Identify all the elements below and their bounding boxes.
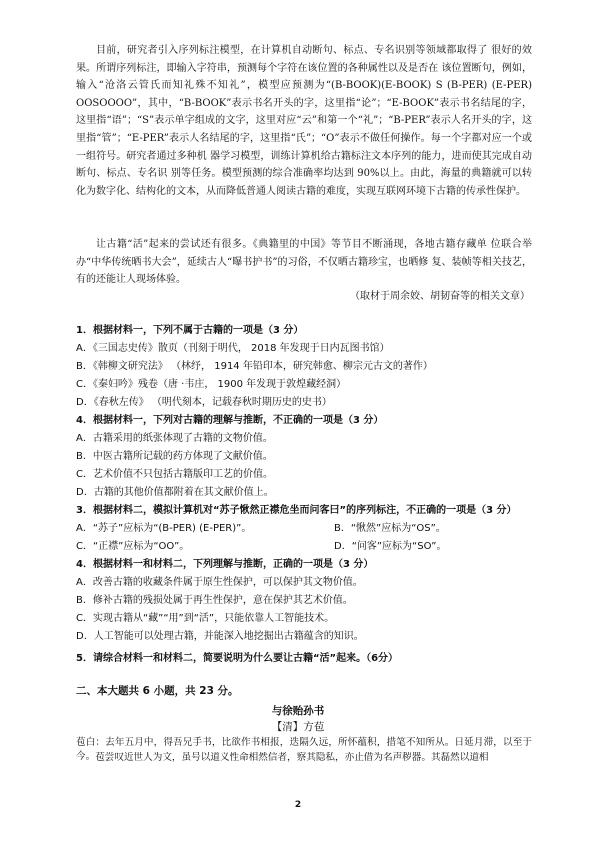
question-3-option-b: B．“愀然”应标为“OS”。 [334, 523, 446, 534]
passage-title: 与徐贻孙书 [271, 705, 325, 717]
question-1-option-b: B．《韩柳文研究法》 （林纾， 1914 年铅印本，研究韩愈、柳宗元古文的著作） [76, 361, 433, 372]
question-4-option-c: C．实现古籍从“藏”“用”到“活”，只能依靠人工智能技术。 [76, 613, 335, 624]
page-number: 2 [294, 800, 302, 810]
question-2-option-d: D．古籍的其他价值都附着在其文献价值上。 [76, 487, 274, 498]
material-paragraph-1: 目前，研究者引入序列标注模型，在计算机自动断句、标点、专名识别等领域都取得了 很好的效果。所谓序列标注，即输入字符串，预测每个字符在该位置的各种属性以及是否在 该位置断句，例如，输入“沧洛云管氏而知礼殊不知礼”，模型应预测为“(B-BOOK)(E-BOOK) S (B-PER) (E-PER) OOSOOOO”，其中，“B-BOOK”表示书名开头的字，这里指“论”；“E-BOOK”表示书名结尾的字，这里指“语”；“S”表示单字组成的文字，这里对应“云”和第一个“礼”；“B-PER”表示人名开头的字，这里指“管”；“E-PER”表示人名结尾的字，这里指“氏”；“O”表示不做任何操作。每一个字都对应一个或一组符号。研究者通过多种机 器学习模型，训练计算机给古籍标注文本序列的能力，进而使其完成自动断句、标点、专名识 别等任务。模型预测的综合准确率均达到 90%以上。由此，海量的典籍就可以转化为数字化、结构化的文本，从而降低普通人阅读古籍的难度，实现互联网环境下古籍的传承性保护。 [76, 45, 532, 197]
question-1-stem: 1．根据材料一，下列不属于古籍的一项是（3 分） [76, 325, 304, 336]
question-4-option-b: B．修补古籍的残损处属于再生性保护，意在保护其艺术价值。 [76, 595, 353, 606]
material-source: （取材于周余姣、胡韧奋等的相关文章） [350, 291, 530, 302]
question-3-stem: 3．根据材料二，模拟计算机对“苏子愀然正襟危坐而问客曰”的序列标注，不正确的一项是（3 分） [76, 505, 517, 516]
question-4-option-a: A．改善古籍的收藏条件属于原生性保护，可以保护其文物价值。 [76, 577, 363, 588]
question-4-option-d: D．人工智能可以处理古籍，并能深入地挖掘出古籍蕴含的知识。 [76, 631, 364, 642]
material-paragraph-2: 让古籍“活”起来的尝试还有很多。《典籍里的中国》等节目不断涌现，各地古籍存藏单 位联合举办“中华传统晒书大会”，延续古人“曝书护书”的习俗，不仅晒古籍珍宝，也晒修 复、装帧等相关技艺，有的还能让人现场体验。 [76, 239, 532, 286]
question-2-option-c: C．艺术价值不只包括古籍版印工艺的价值。 [76, 469, 273, 480]
question-3-option-c: C．“正襟”应标为“OO”。 [76, 541, 190, 552]
question-4-stem: 4．根据材料一和材料二，下列理解与推断，正确的一项是（3 分） [76, 559, 374, 570]
passage-paragraph-2: 苞尝叹近世人为文，虽号以道义性命相然信者，察其隐私，亦止借为名声秽器。其磊然以道相 [95, 752, 489, 763]
question-1-option-a: A．《三国志史传》散页（刊刻于明代， 2018 年发现于日内瓦图书馆） [76, 343, 390, 354]
question-2-stem: 4．根据材料一，下列对古籍的理解与推断，不正确的一项是（3 分） [76, 415, 384, 426]
question-5-stem: 5．请综合材料一和材料二，简要说明为什么要让古籍“活”起来。（6分） [76, 653, 399, 664]
question-2-option-a: A．古籍采用的纸张体现了古籍的文物价值。 [76, 433, 273, 444]
question-1-option-c: C．《秦妇吟》残卷（唐 ·韦庄， 1900 年发现于敦煌藏经洞） [76, 379, 347, 390]
question-3-option-d: D．“问客”应标为“SO”。 [334, 541, 447, 552]
question-3-option-a: A．“苏子”应标为“(B-PER) (E-PER)”。 [76, 523, 252, 534]
question-3-options-row-2 [76, 540, 447, 553]
passage-author: 【清】方苞 [271, 721, 325, 733]
question-3-options-row-1 [76, 522, 446, 535]
question-2-option-b: B．中医古籍所记载的药方体现了文献价值。 [76, 451, 273, 462]
question-1-option-d: D．《春秋左传》 （明代刻本，记载春秋时期历史的史书） [76, 397, 332, 408]
section-2-heading: 二、本大题共 6 小题，共 23 分。 [76, 685, 239, 697]
passage-paragraph-1: 苞白：去年五月中，得吾兄手书，比欲作书相报，迭隔久远，所怀蕴积，措笔不知所从。日延月滞，以至于今。 [76, 737, 532, 762]
